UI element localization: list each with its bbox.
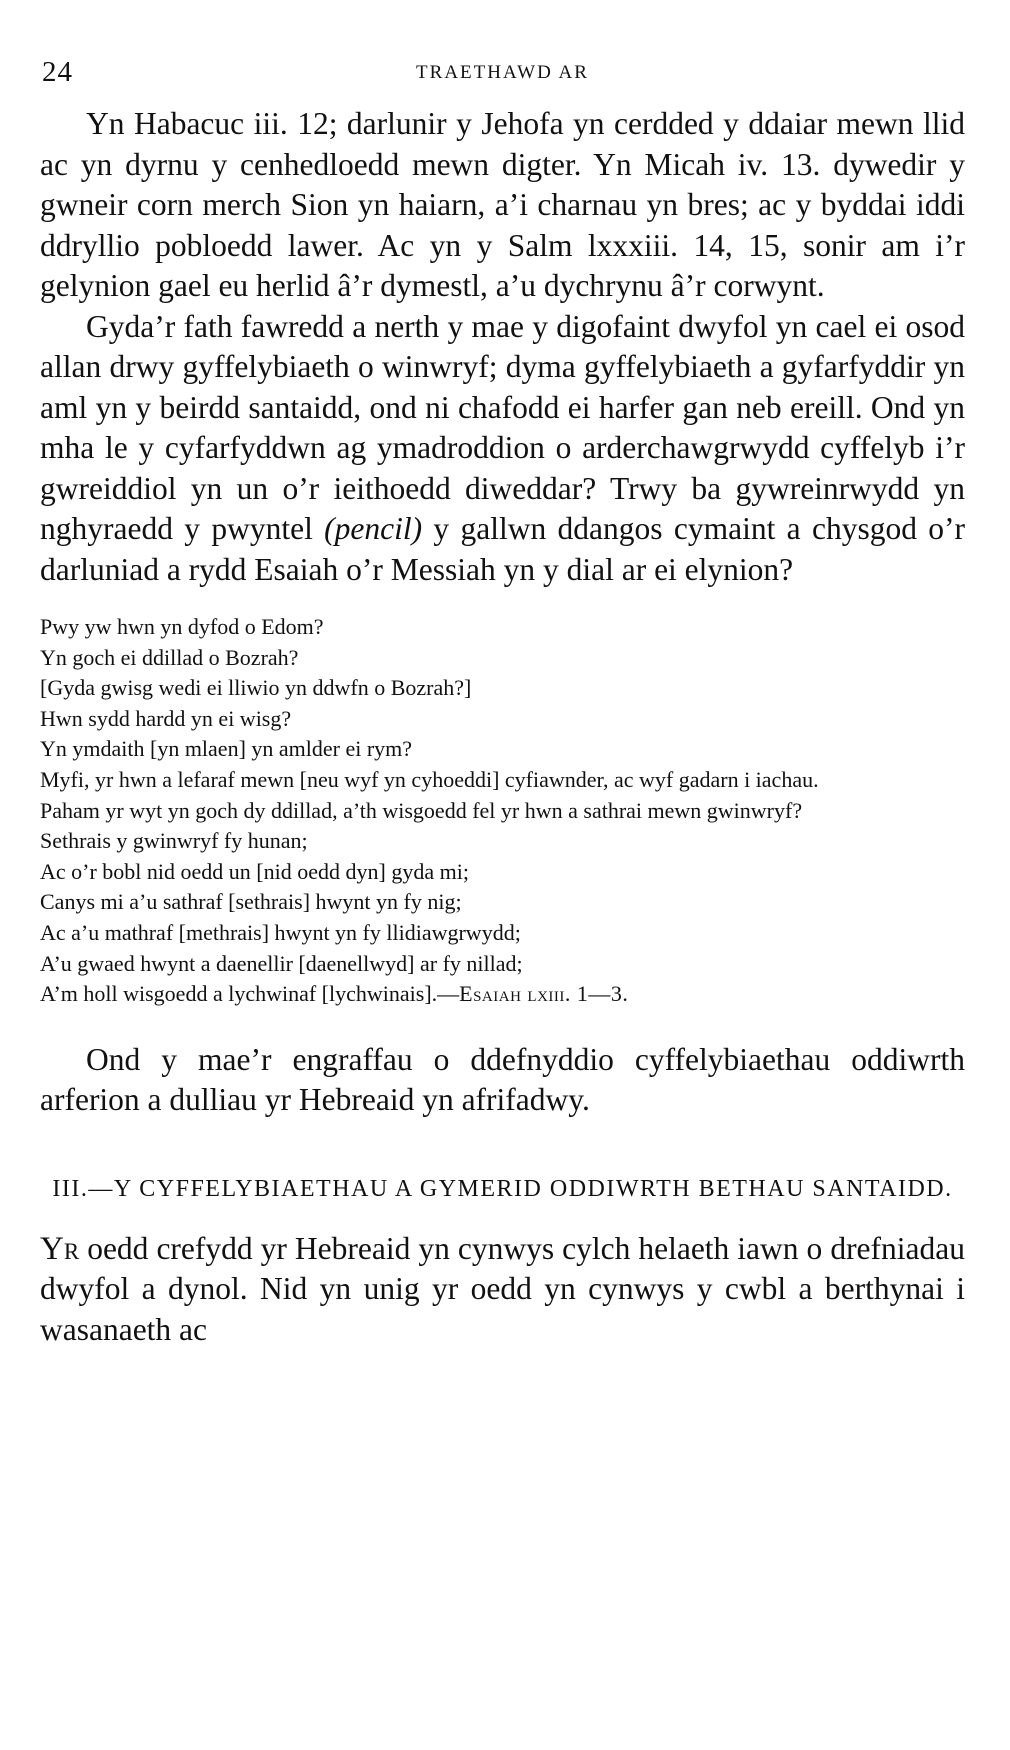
page-header [40, 56, 965, 96]
paragraph-2-text-b: y gallwn ddangos cymaint a chysgod o’r darluniad a rydd Esaiah o’r Messiah yn y dial ar ei elynion? [40, 511, 966, 587]
verse-line-last [40, 979, 965, 1010]
verse-line: Yn ymdaith [yn mlaen] yn amlder ei rym? [40, 736, 413, 762]
verse-line: Myfi, yr hwn a lefaraf mewn [neu wyf yn cyhoeddi] cyfiawnder, ac wyf gadarn i iachau. [40, 766, 819, 792]
verse-line: A’u gwaed hwynt a daenellir [daenellwyd] ar fy nillad; [40, 950, 523, 976]
scripture-reference: Esaiah lxiii. 1—3. [459, 981, 629, 1007]
verse-line: Ac a’u mathraf [methrais] hwynt yn fy llidiawgrwydd; [40, 919, 521, 945]
paragraph-4-text: oedd crefydd yr Hebreaid yn cynwys cylch helaeth iawn o drefniadau dwyfol a dynol. Nid yn unig yr oedd yn cynwys y cwbl a berthynai i wasanaeth ac [40, 1230, 965, 1347]
verse-line: Paham yr wyt yn goch dy ddillad, a’th wisgoedd fel yr hwn a sathrai mewn gwinwryf? [40, 797, 803, 823]
paragraph-2-text-a: Gyda’r fath fawredd a nerth y mae y digofaint dwyfol yn cael ei osod allan drwy gyffelybiaeth o winwryf; dyma gyffelybiaeth a gyfarfyddir yn aml yn y beirdd santaidd, ond ni chafodd ei harfer gan neb ereill. Ond yn mha le y cyfarfyddwn ag ymadroddion o arderchawgrwydd cyffelyb i’r gwreiddiol yn un o’r ieithoedd diweddar? Trwy ba gywreinrwydd yn nghyraedd y pwyntel [40, 308, 965, 546]
verse-line: Canys mi a’u sathraf [sethrais] hwynt yn fy nig; [40, 889, 462, 915]
paragraph-4-lead: Yr [40, 1230, 80, 1267]
verse-line: Pwy yw hwn yn dyfod o Edom? [40, 614, 324, 639]
paragraph-4 [40, 1229, 965, 1351]
running-head: TRAETHAWD AR [416, 62, 589, 83]
verse-line: Sethrais y gwinwryf fy hunan; [40, 828, 308, 854]
verse-last-text: A’m holl wisgoedd a lychwinaf [lychwinais].— [40, 981, 460, 1007]
paragraph-1: Yn Habacuc iii. 12; darlunir y Jehofa yn cerdded y ddaiar mewn llid ac yn dyrnu y cenhedloedd mewn digter. Yn Micah iv. 13. dywedir y gwneir corn merch Sion yn haiarn, a’i charnau yn bres; ac y byddai iddi ddryllio pobloedd lawer. Ac yn y Salm lxxxiii. 14, 15, sonir am i’r gelynion gael eu herlid â’r dymestl, a’u dychrynu â’r corwynt. [40, 106, 965, 303]
verse-line: Yn goch ei ddillad o Bozrah? [40, 644, 299, 670]
paragraph-2 [40, 307, 965, 591]
document-page [40, 56, 965, 1350]
paragraph-2-italic: (pencil) [324, 511, 423, 546]
verse-line: [Gyda gwisg wedi ei lliwio yn ddwfn o Bozrah?] [40, 675, 472, 701]
section-heading: III.—Y CYFFELYBIAETHAU A GYMERID ODDIWRTH BETHAU SANTAIDD. [52, 1175, 953, 1202]
verse-line: Hwn sydd hardd yn ei wisg? [40, 705, 292, 731]
verse-line: Ac o’r bobl nid oedd un [nid oedd dyn] gyda mi; [40, 858, 469, 884]
paragraph-3: Ond y mae’r engraffau o ddefnyddio cyffelybiaethau oddiwrth arferion a dulliau yr Hebreaid yn afrifadwy. [40, 1041, 965, 1118]
quoted-verse [40, 612, 965, 1010]
page-number: 24 [42, 56, 73, 88]
